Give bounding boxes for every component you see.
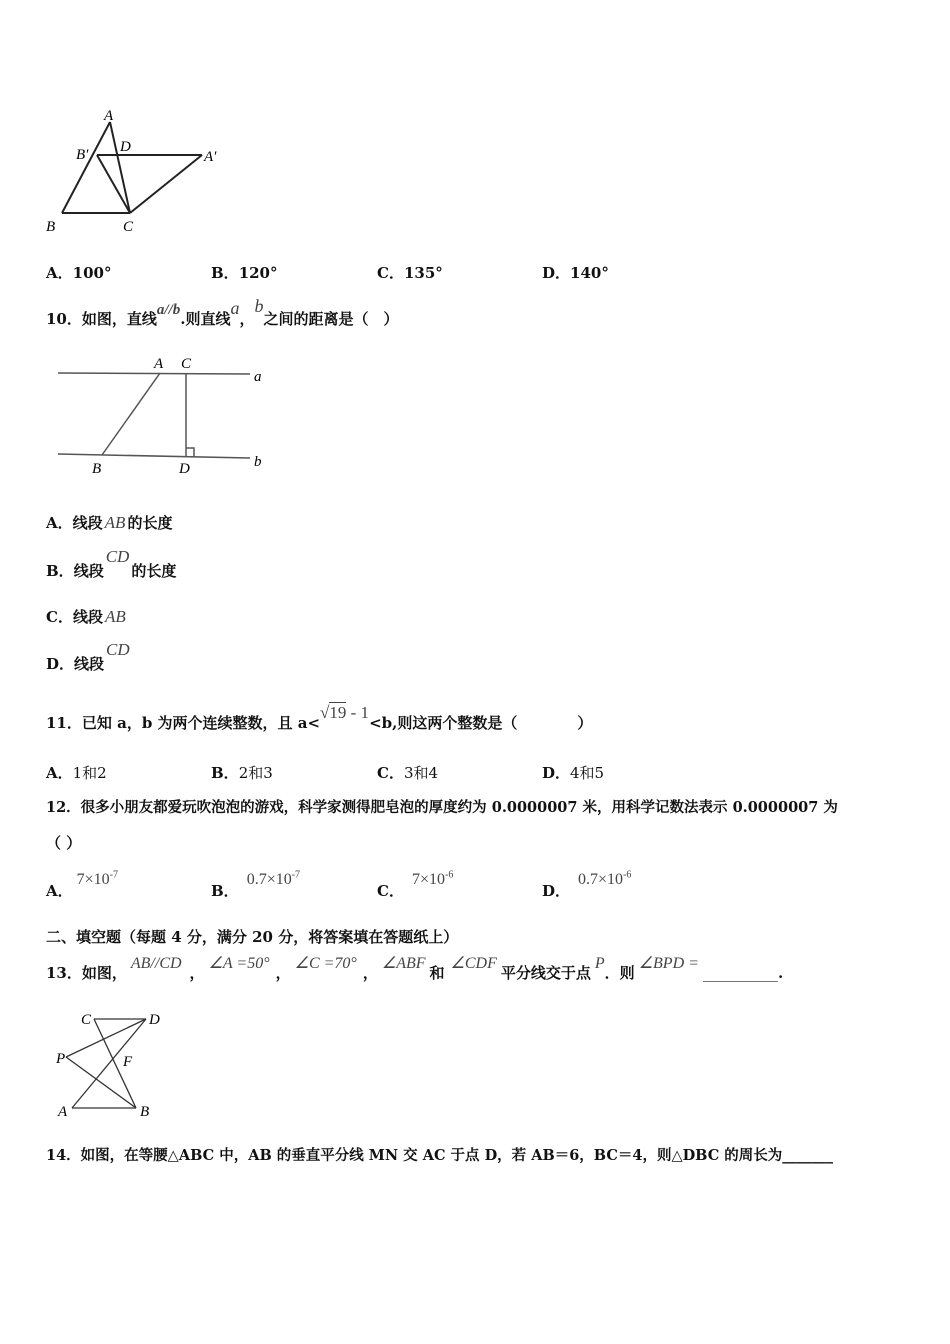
q12-option-a[interactable]: A．$7\times 10^{-7}$ bbox=[46, 869, 119, 900]
q12-stem-line1: 12．很多小朋友都爱玩吹泡泡的游戏，科学家测得肥皂泡的厚度约为 0.0000007 米，用科学记数法表示 0.0000007 为 bbox=[46, 799, 838, 816]
q11-stem: 11．已知 a，b 为两个连续整数，且 a<√19 - 1<b,则这两个整数是（ ） bbox=[46, 703, 593, 732]
label-line-a: a bbox=[254, 369, 262, 385]
label-D: D bbox=[179, 461, 190, 477]
label-D: D bbox=[120, 139, 131, 155]
q12-option-c[interactable]: C．$7\times 10^{-6}$ bbox=[377, 869, 454, 900]
label-P: P bbox=[56, 1051, 66, 1067]
q13-stem: 13．如图，AB//CD，∠A =50°，∠C =70°，∠ABF和∠CDF平分线交于点P．则∠BPD =__________. bbox=[46, 955, 784, 982]
q12-option-d[interactable]: D．$0.7\times 10^{-6}$ bbox=[542, 869, 632, 900]
label-C: C bbox=[81, 1012, 92, 1028]
radicand: 19 bbox=[329, 703, 347, 722]
label-line-b: b bbox=[254, 454, 262, 470]
label-B: B bbox=[46, 219, 56, 235]
q12-stem-line2: （ ） bbox=[46, 834, 82, 852]
q11-option-d[interactable]: D．4和5 bbox=[542, 764, 605, 782]
label-A-prime: A′ bbox=[204, 149, 217, 165]
q10-option-a[interactable]: A．线段 AB 的长度 bbox=[46, 513, 173, 532]
label-A: A bbox=[58, 1104, 68, 1120]
q9-option-d[interactable]: D．140° bbox=[542, 264, 609, 282]
q9-option-b[interactable]: B．120° bbox=[211, 264, 278, 282]
q10-option-b[interactable]: B．线段CD的长度 bbox=[46, 547, 177, 580]
q9-option-c[interactable]: C．135° bbox=[377, 264, 443, 282]
figure-q9 bbox=[40, 100, 240, 240]
q11-option-a[interactable]: A．1和2 bbox=[46, 764, 107, 782]
label-C: C bbox=[123, 219, 134, 235]
q12-option-b[interactable]: B．$0.7\times 10^{-7}$ bbox=[211, 869, 301, 900]
sqrt-symbol: √ bbox=[320, 703, 330, 722]
label-F: F bbox=[123, 1054, 133, 1070]
label-B: B bbox=[140, 1104, 150, 1120]
label-D: D bbox=[149, 1012, 160, 1028]
label-C: C bbox=[181, 356, 192, 372]
q10-option-c[interactable]: C．线段 AB bbox=[46, 607, 126, 626]
q11-option-b[interactable]: B．2和3 bbox=[211, 764, 273, 782]
q10-option-d[interactable]: D．线段CD bbox=[46, 640, 130, 673]
label-B-prime: B′ bbox=[76, 147, 89, 163]
section-heading: 二、填空题（每题 4 分，满分 20 分，将答案填在答题纸上） bbox=[46, 928, 459, 946]
q11-option-c[interactable]: C．3和4 bbox=[377, 764, 439, 782]
figure-q13 bbox=[50, 1005, 180, 1125]
q9-option-a[interactable]: A．100° bbox=[46, 264, 112, 282]
label-A: A bbox=[154, 356, 164, 372]
label-B: B bbox=[92, 461, 102, 477]
label-A: A bbox=[104, 108, 114, 124]
q10-stem: 10．如图，直线a//b.则直线a，b之间的距离是（ ） bbox=[46, 296, 399, 328]
figure-q10 bbox=[50, 350, 280, 480]
q14-stem: 14．如图，在等腰△ABC 中，AB 的垂直平分线 MN 交 AC 于点 D，若 AB＝6，BC＝4，则△DBC 的周长为_______ bbox=[46, 1147, 834, 1164]
